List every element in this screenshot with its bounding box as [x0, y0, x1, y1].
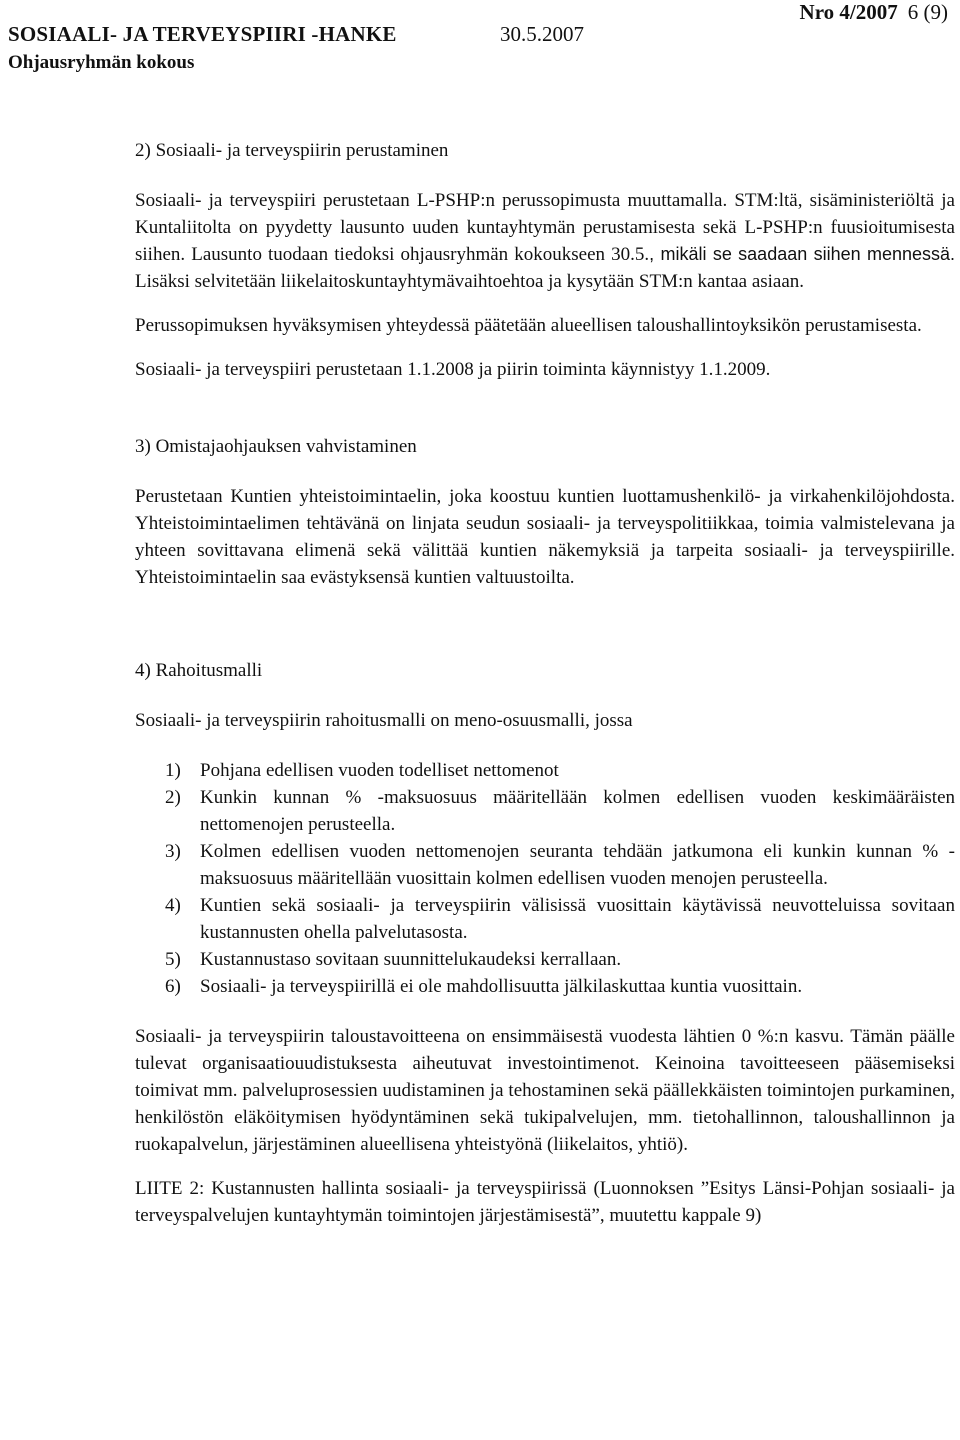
section-2-paragraph-3: Sosiaali- ja terveyspiiri perustetaan 1.1.2008 ja piirin toiminta käynnistyy 1.1.2009. [135, 359, 771, 380]
section-2-p1-tail: Lisäksi selvitetään liikelaitoskuntayhtymävaihtoehtoa ja kysytään STM:n kantaa asiaan. [135, 271, 805, 292]
list-item [135, 838, 955, 892]
section-2-paragraph-2: Perussopimuksen hyväksymisen yhteydessä päätetään alueellisen taloushallintoyksikön perustamisesta. [135, 315, 922, 336]
section-4-paragraph-after: Sosiaali- ja terveyspiirin taloustavoitteena on ensimmäisestä vuodesta lähtien 0 %:n kasvu. Tämän päälle tulevat organisaatiouudistuksesta aiheutuvat investointimenot. Keinoina tavoitteeseen pääsemiseksi toimivat mm. palveluprosessien uudistaminen ja tehostaminen sekä päällekkäisten toimintojen purkaminen, henkilöstön eläköitymisen hyödyntäminen sekä tukipalvelujen, mm. tietohallinnon, taloushallinnon ja ruokapalvelun, järjestäminen alueellisena yhteistyönä (liikelaitos, yhtiö). [135, 1026, 955, 1155]
section-2-p1-main: Sosiaali- ja terveyspiiri perustetaan L-PSHP:n perussopimusta muuttamalla. STM:ltä, sisäministeriöltä ja Kuntaliitolta on pyydetty lausunto uuden kuntayhtymän perustamisesta sekä L-PSHP:n fuusioitumisesta siihen. Lausunto tuodaan tiedoksi ohjausryhmän kokoukseen 30.5. [135, 190, 955, 265]
list-item-number: 4) [165, 895, 181, 916]
list-item [135, 973, 955, 1000]
list-item-number: 2) [165, 787, 181, 808]
list-item-text: Kuntien sekä sosiaali- ja terveyspiirin välisissä vuosittain käytävissä neuvotteluissa sovitaan kustannusten ohella palvelutasosta. [200, 895, 955, 943]
list-item [135, 757, 955, 784]
list-item [135, 946, 955, 973]
list-item [135, 784, 955, 838]
doc-number: Nro 4/2007 [799, 0, 898, 24]
section-2-paragraph-1 [135, 187, 955, 295]
section-3-heading: 3) Omistajaohjauksen vahvistaminen [135, 436, 417, 457]
header-meeting: Ohjausryhmän kokous [8, 52, 195, 73]
attachment-reference: LIITE 2: Kustannusten hallinta sosiaali- ja terveyspiirissä (Luonnoksen ”Esitys Länsi-Pohjan sosiaali- ja terveyspalvelujen kuntayhtymän toimintojen järjestämisestä”, muutettu kappale 9) [135, 1178, 955, 1226]
list-item-text: Pohjana edellisen vuoden todelliset nettomenot [200, 760, 559, 781]
section-2-heading: 2) Sosiaali- ja terveyspiirin perustaminen [135, 140, 449, 161]
list-item-number: 6) [165, 976, 181, 997]
list-item-number: 5) [165, 949, 181, 970]
list-item-text: Kustannustaso sovitaan suunnittelukaudeksi kerrallaan. [200, 949, 622, 970]
document-body [135, 137, 955, 1229]
section-2-p1-sans: , mikäli se saadaan siihen mennessä. [649, 244, 955, 264]
list-item-number: 3) [165, 841, 181, 862]
header-date: 30.5.2007 [500, 22, 584, 46]
list-item-number: 1) [165, 760, 181, 781]
list-item-text: Sosiaali- ja terveyspiirillä ei ole mahdollisuutta jälkilaskuttaa kuntia vuosittain. [200, 976, 803, 997]
funding-model-list [135, 757, 955, 1000]
header-organization: SOSIAALI- JA TERVEYSPIIRI -HANKE [8, 22, 397, 46]
list-item [135, 892, 955, 946]
list-item-text: Kunkin kunnan % -maksuosuus määritellään kolmen edellisen vuoden keskimääräisten nettomenojen perusteella. [200, 787, 955, 835]
list-item-text: Kolmen edellisen vuoden nettomenojen seuranta tehdään jatkumona eli kunkin kunnan % -maksuosuus määritellään vuosittain kolmen edellisen vuoden menojen perusteella. [200, 841, 955, 889]
section-3-paragraph-1: Perustetaan Kuntien yhteistoimintaelin, joka koostuu kuntien luottamushenkilö- ja virkahenkilöjohdosta. Yhteistoimintaelimen tehtävänä on linjata seudun sosiaali- ja terveyspolitiikkaa, toimia valmistelevana ja yhteen sovittavana elimenä sekä välittää kuntien näkemyksiä ja tarpeita sosiaali- ja terveyspiirille. Yhteistoimintaelin saa evästyksensä kuntien valtuustoilta. [135, 486, 955, 588]
section-4-heading: 4) Rahoitusmalli [135, 660, 263, 681]
header-doc-number [800, 0, 948, 25]
section-4-intro: Sosiaali- ja terveyspiirin rahoitusmalli on meno-osuusmalli, jossa [135, 710, 633, 731]
page-number: 6 (9) [907, 0, 948, 24]
